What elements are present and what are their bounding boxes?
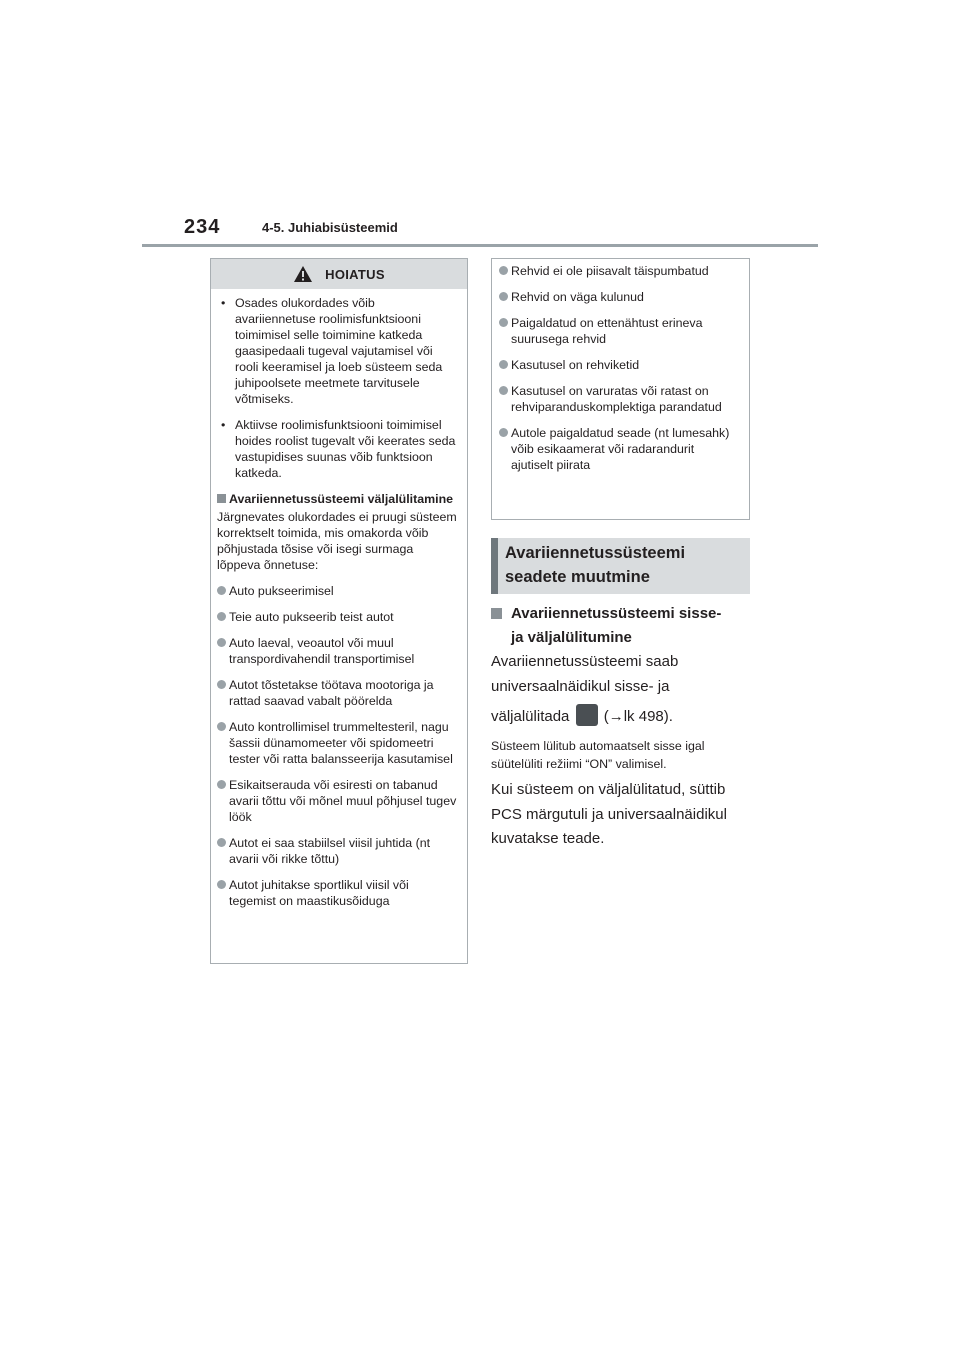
settings-paragraph-2: Kui süsteem on väljalülitatud, süttib PCS märgutuli ja universaalnäidikul kuvatakse teade. — [491, 781, 727, 847]
settings-note: Süsteem lülitub automaatselt sisse igal süütelüliti režiimi “ON” valimisel. — [491, 739, 705, 771]
gear-icon — [576, 704, 598, 726]
circle-bullet-icon — [217, 780, 226, 789]
list-item: Auto kontrollimisel trummeltesteril, nagu šassii dünamomeeter või spidomeetri tester või ratta balansseerija kasutamisel — [217, 719, 457, 767]
warning-title: HOIATUS — [325, 266, 385, 282]
list-item: Rehvid on väga kulunud — [499, 289, 739, 305]
list-item: Teie auto pukseerib teist autot — [217, 609, 457, 625]
list-item: Kasutusel on rehviketid — [499, 357, 739, 373]
circle-bullet-icon — [217, 638, 226, 647]
list-item: Kasutusel on varuratas või ratast on rehviparanduskomplektiga parandatud — [499, 383, 739, 415]
circle-bullet-icon — [217, 722, 226, 731]
list-item: Esikaitserauda või esiresti on tabanud avarii tõttu või mõnel muul põhjusel tugev löök — [217, 777, 457, 825]
circle-bullet-icon — [217, 586, 226, 595]
warning-bullet-text: Aktiivse roolimisfunktsiooni toimimisel hoides roolist tugevalt või keerates seda vastupidises suunas võib funktsioon katkeda. — [235, 418, 456, 480]
circle-bullet-icon — [217, 680, 226, 689]
square-bullet-icon — [491, 608, 502, 619]
warning-intro: Järgnevates olukordades ei pruugi süsteem korrektselt toimida, mis omakorda võib põhjustada tõsise või isegi surmaga lõppeva õnnetuse: — [217, 510, 457, 572]
list-item: Autole paigaldatud seade (nt lumesahk) võib esikaamerat või radarandurit ajutiselt piirata — [499, 425, 739, 473]
warning-box — [210, 258, 468, 964]
list-item: Autot tõstetakse töötava mootoriga ja rattad saavad vabalt pöörelda — [217, 677, 457, 709]
section-title: 4-5. Juhiabisüsteemid — [262, 220, 398, 235]
conditions-box — [491, 258, 750, 520]
warning-header — [211, 259, 467, 289]
circle-bullet-icon — [499, 292, 508, 301]
circle-bullet-icon — [499, 318, 508, 327]
list-item: Auto pukseerimisel — [217, 583, 457, 599]
settings-paragraph-1: Avariiennetussüsteemi saab universaalnäidikul sisse- ja väljalülitada (→lk 498). — [491, 653, 679, 725]
list-item: Autot juhitakse sportlikul viisil või tegemist on maastikusõiduga — [217, 877, 457, 909]
warning-triangle-icon — [293, 265, 313, 283]
page-number: 234 — [184, 216, 221, 238]
list-item: Paigaldatud on ettenähtust erineva suurusega rehvid — [499, 315, 739, 347]
header-divider — [142, 244, 818, 247]
circle-bullet-icon — [499, 386, 508, 395]
circle-bullet-icon — [499, 266, 508, 275]
list-item: Rehvid ei ole piisavalt täispumbatud — [499, 263, 739, 279]
settings-subheading: Avariiennetussüsteemi sisse- ja väljalülitumine — [491, 602, 751, 650]
list-item: Auto laeval, veoautol või muul transpordivahendil transportimisel — [217, 635, 457, 667]
circle-bullet-icon — [499, 428, 508, 437]
circle-bullet-icon — [217, 838, 226, 847]
square-bullet-icon — [217, 494, 226, 503]
settings-heading: Avariiennetussüsteemi seadete muutmine — [491, 538, 750, 594]
warning-bullet-text: Osades olukordades võib avariiennetuse roolimisfunktsiooni toimimisel selle toimimine katkeda gaasipedaali tugeval vajutamisel või rooli keeramisel ja loeb süsteem seda juhipoolsete meetmete tarvitusele võtmiseks. — [235, 296, 443, 406]
warning-bullet: • Osades olukordades võib avariiennetuse roolimisfunktsiooni toimimisel selle toimimine katkeda gaasipedaali tugeval vajutamisel või rooli keeramisel ja loeb süsteem seda juhipoolsete meetmete tarvitusele võtmiseks. — [221, 296, 443, 406]
circle-bullet-icon — [217, 612, 226, 621]
warning-bullet: • Aktiivse roolimisfunktsiooni toimimisel hoides roolist tugevalt või keerates seda vastupidises suunas võib funktsioon katkeda. — [221, 418, 456, 480]
circle-bullet-icon — [499, 360, 508, 369]
warning-body — [211, 289, 467, 909]
list-item: Autot ei saa stabiilsel viisil juhtida (nt avarii või rikke tõttu) — [217, 835, 457, 867]
warning-subheading: Avariiennetussüsteemi väljalülitamine — [217, 491, 457, 507]
circle-bullet-icon — [217, 880, 226, 889]
